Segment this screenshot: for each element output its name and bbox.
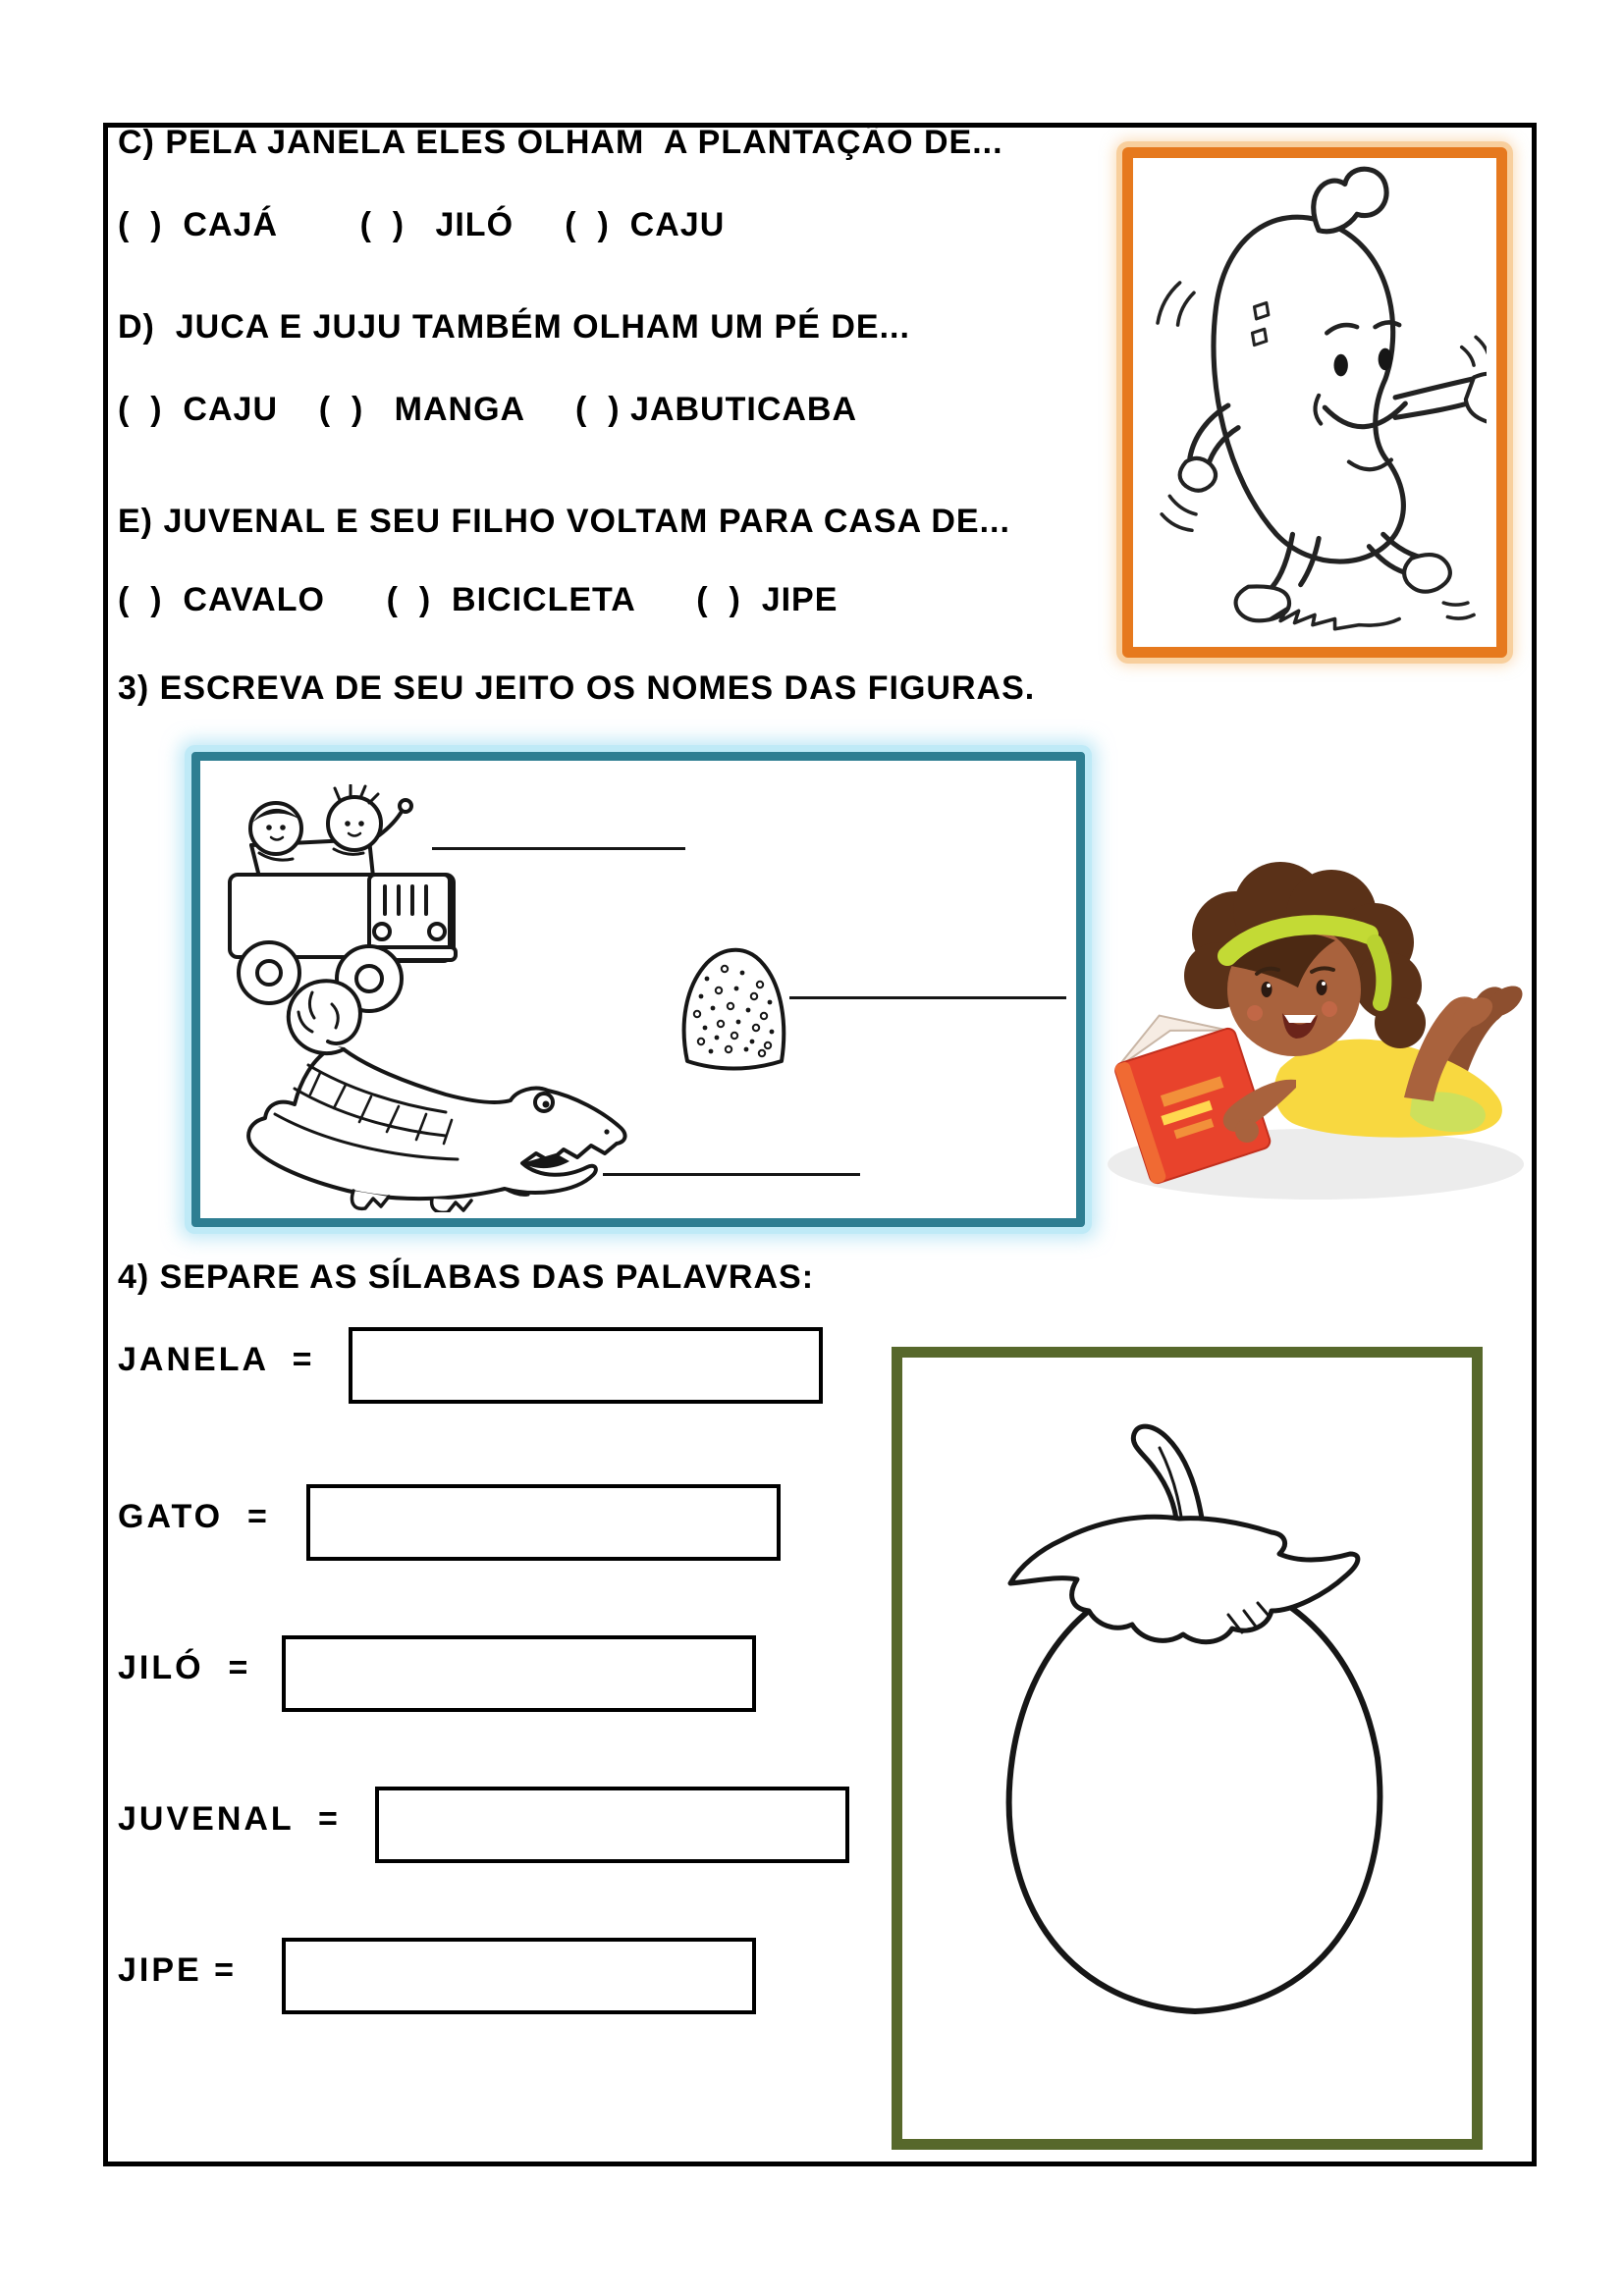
answer-box-juvenal[interactable] — [375, 1787, 849, 1863]
question-e-options[interactable]: ( ) CAVALO ( ) BICICLETA ( ) JIPE — [118, 581, 839, 618]
question-c-label: C) PELA JANELA ELES OLHAM A PLANTAÇÃO DE... — [118, 124, 1003, 161]
answer-line-jeep[interactable] — [432, 847, 685, 850]
word-janela: JANELA = — [118, 1341, 315, 1378]
answer-box-janela[interactable] — [349, 1327, 823, 1404]
figures-frame — [191, 752, 1085, 1227]
word-juvenal: JUVENAL = — [118, 1800, 341, 1838]
answer-line-gumdrop[interactable] — [789, 996, 1066, 999]
question-d-label: D) JUCA E JUJU TAMBÉM OLHAM UM PÉ DE... — [118, 308, 910, 346]
word-jipe: JIPE = — [118, 1951, 238, 1989]
alligator-illustration — [210, 957, 642, 1212]
question-3-label: 3) ESCREVA DE SEU JEITO OS NOMES DAS FIGURAS. — [118, 669, 1036, 707]
answer-line-alligator[interactable] — [603, 1173, 860, 1176]
answer-box-gato[interactable] — [306, 1484, 781, 1561]
answer-box-jilo[interactable] — [282, 1635, 756, 1712]
cashew-character-illustration — [1141, 164, 1487, 639]
cashew-frame — [1122, 147, 1507, 658]
question-4-label: 4) SEPARE AS SÍLABAS DAS PALAVRAS: — [118, 1258, 815, 1296]
jilo-eggplant-illustration — [902, 1358, 1472, 2139]
question-c-options[interactable]: ( ) CAJÁ ( ) JILÓ ( ) CAJU — [118, 206, 726, 243]
question-d-options[interactable]: ( ) CAJU ( ) MANGA ( ) JABUTICABA — [118, 391, 858, 428]
word-gato: GATO = — [118, 1498, 270, 1535]
answer-box-jipe[interactable] — [282, 1938, 756, 2014]
eggplant-frame — [892, 1347, 1483, 2150]
gumdrop-jilo-illustration — [677, 939, 793, 1073]
word-jilo: JILÓ = — [118, 1649, 251, 1686]
girl-reading-book-illustration — [1088, 840, 1535, 1208]
question-e-label: E) JUVENAL E SEU FILHO VOLTAM PARA CASA DE... — [118, 503, 1010, 540]
